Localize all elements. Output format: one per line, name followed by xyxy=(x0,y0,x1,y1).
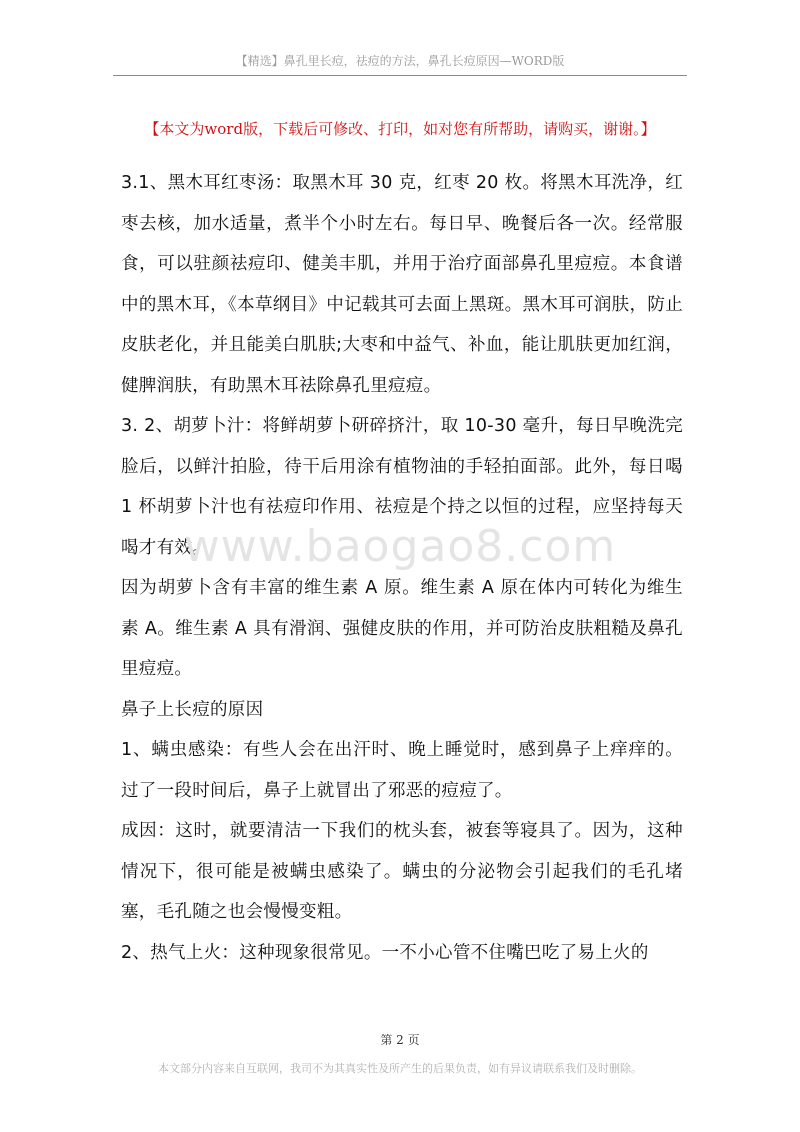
page-number: 第 2 页 xyxy=(380,1033,420,1047)
paragraph-cause-explanation: 成因：这时，就要清洁一下我们的枕头套，被套等寝具了。因为，这种情况下，很可能是被螨虫感染了。螨虫的分泌物会引起我们的毛孔堵塞，毛孔随之也会慢慢变粗。 xyxy=(121,821,683,922)
paragraph-black-fungus-soup: 3.1、黑木耳红枣汤：取黑木耳 30 克，红枣 20 枚。将黑木耳洗净，红枣去核，加水适量，煮半个小时左右。每日早、晚餐后各一次。经常服食，可以驻颜祛痘印、健美丰肌，并用于治疗面部鼻孔里痘痘。本食谱中的黑木耳，《本草纲目》中记载其可去面上黑斑。黑木耳可润肤，防止皮肤老化，并且能美白肌肤;大枣和中益气、补血，能让肌肤更加红润，健脾润肤，有助黑木耳祛除鼻孔里痘痘。 xyxy=(121,173,683,396)
document-body xyxy=(121,163,683,973)
section-heading-causes: 鼻子上长痘的原因 xyxy=(121,699,264,720)
header-divider xyxy=(113,75,687,76)
paragraph-carrot-juice: 3. 2、胡萝卜汁：将鲜胡萝卜研碎挤汁，取 10-30 毫升，每日早晚洗完脸后，以鲜汁拍脸，待干后用涂有植物油的手轻拍面部。此外，每日喝 1 杯胡萝卜汁也有祛痘印作用、祛痘是个持之以恒的过程，应坚持每天喝才有效。 xyxy=(121,416,683,558)
paragraph-heat-excess: 2、热气上火：这种现象很常见。一不小心管不住嘴巴吃了易上火的 xyxy=(121,942,649,963)
site-watermark: www.baogao8.com xyxy=(183,521,617,572)
page-footer-disclaimer: 本文部分内容来自互联网，我司不为其真实性及所产生的后果负责，如有异议请联系我们及时删除。 xyxy=(158,1062,642,1075)
page-header-title: 【精选】鼻孔里长痘，祛痘的方法，鼻孔长痘原因—WORD版 xyxy=(235,54,565,68)
paragraph-mite-infection: 1、螨虫感染：有些人会在出汗时、晚上睡觉时，感到鼻子上痒痒的。过了一段时间后，鼻子上就冒出了邪恶的痘痘了。 xyxy=(121,740,683,801)
purchase-notice: 【本文为word版，下载后可修改、打印，如对您有所帮助，请购买，谢谢。】 xyxy=(144,120,656,138)
paragraph-vitamin-a: 因为胡萝卜含有丰富的维生素 A 原。维生素 A 原在体内可转化为维生素 A。维生素 A 具有滑润、强健皮肤的作用，并可防治皮肤粗糙及鼻孔里痘痘。 xyxy=(121,578,683,679)
